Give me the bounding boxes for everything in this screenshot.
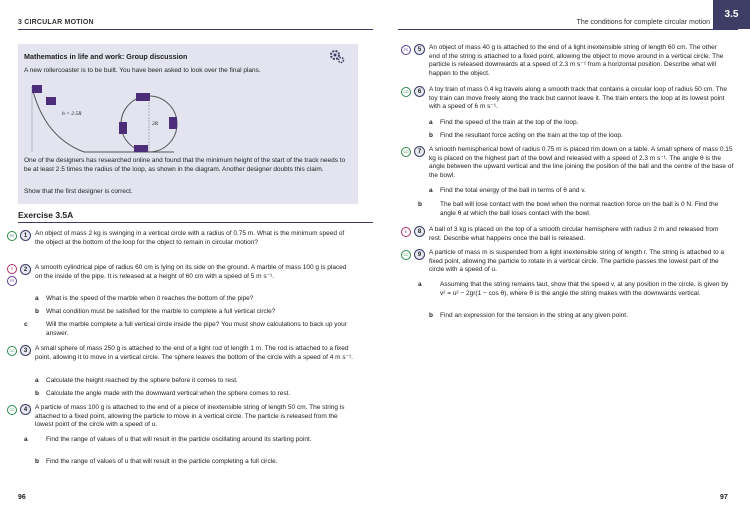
question-text: A toy train of mass 0.4 kg travels along a smooth track that contains a circular loop of radius 50 cm. The toy train can move freely along the track but cannot leave it. The train enters the loop at its lowest point with a speed of 6 m s⁻¹. [429, 86, 727, 111]
question-text: A small sphere of mass 250 g is attached to the end of a light rod of length 1 m. The rod is attached to a fixed point, allowing it to move in a vertical circle. The sphere leaves the bottom of the circle with a speed of 4 m s⁻¹. [35, 345, 353, 361]
question-number: 7 [414, 146, 425, 157]
group-task: Show that the first designer is correct. [24, 188, 133, 195]
page-number-left: 96 [18, 494, 26, 501]
question-part: a Find the total energy of the ball in terms of θ and v. [429, 187, 586, 194]
question-part: b Find the resultant force acting on the train at the top of the loop. [429, 132, 623, 139]
skill-tag-icon: CC [7, 405, 17, 415]
diameter-label: 2R [152, 121, 159, 127]
question-number: 6 [414, 86, 425, 97]
coaster-car-icon [46, 97, 56, 105]
section-title: The conditions for complete circular motion [576, 19, 710, 26]
question-part: b Find the range of values of u that will result in the particle completing a full circle. [35, 458, 278, 465]
skill-tag-icon: E [7, 264, 17, 274]
question-part: a Assuming that the string remains taut, show that the speed v, at any position in the circle, is given by v² = u² − 2gr(1 − cos θ), where θ is the angle the string makes with the downwards vertical. [418, 281, 729, 297]
rollercoaster-diagram [24, 77, 214, 157]
coaster-car-icon [119, 122, 127, 134]
question-text: An object of mass 40 g is attached to the end of a light inextensible string of length 60 cm. The other end of the string is attached to a fixed point, allowing the object to move around in a vertical circle. The particle is released downwards at a speed of 2.3 m s⁻¹ from a horizontal position. Describe what will happen to the object. [429, 44, 724, 78]
question-part: a Find the range of values of u that will result in the particle oscillating around its starting point. [24, 436, 312, 443]
group-title: Mathematics in life and work: Group discussion [24, 52, 188, 61]
question-number: 4 [20, 404, 31, 415]
gear-icon [329, 48, 345, 64]
header-rule-right [398, 29, 738, 30]
question-number: 1 [20, 230, 31, 241]
question-number: 9 [414, 249, 425, 260]
skill-tag-icon: CC [401, 147, 411, 157]
page-number-right: 97 [720, 494, 728, 501]
exercise-title: Exercise 3.5A [18, 210, 74, 220]
skill-tag-icon: CC [401, 250, 411, 260]
coaster-car-icon [136, 93, 150, 101]
question-part: a Calculate the height reached by the sphere before it comes to rest. [35, 377, 238, 384]
question-part: c Will the marble complete a full vertical circle inside the pipe? You must show calculations to back up your answer. [24, 321, 347, 337]
question-text: An object of mass 2 kg is swinging in a vertical circle with a radius of 0.75 m. What is the minimum speed of the object at the bottom of the loop for the object to remain in circular motion? [35, 230, 345, 246]
skill-tag-icon: PS [401, 45, 411, 55]
skill-tag-icon: CC [401, 87, 411, 97]
skill-tag-icon: PS [7, 276, 17, 286]
question-text: A smooth cylindrical pipe of radius 60 cm is lying on its side on the ground. A marble of mass 100 g is placed on the inside of the pipe. It is released at a height of 60 cm with a speed of 5 m s⁻¹. [35, 264, 347, 280]
question-number: 8 [414, 226, 425, 237]
question-part: a Find the speed of the train at the top of the loop. [429, 119, 579, 126]
height-label: h = 2.5R [62, 111, 82, 117]
question-text: A ball of 3 kg is placed on the top of a smooth circular hemisphere with radius 2 m and released from rest. Describe what happens once the ball is released. [429, 226, 719, 242]
exercise-rule [18, 222, 373, 223]
chapter-title: 3 CIRCULAR MOTION [18, 19, 94, 26]
group-discussion-box [18, 44, 358, 204]
skill-tag-icon: PC [7, 231, 17, 241]
question-text: A smooth hemispherical bowl of radius 0.75 m is placed rim down on a table. A small sphere of mass 0.15 kg is placed on the highest part of the bowl and released with a speed of 2.3 m s⁻¹. The angle θ is the angle between the upward vertical and the line joining the position of the ball and the centre of the base of the bowl. [429, 146, 734, 180]
coaster-car-icon [134, 145, 148, 152]
group-text: One of the designers has researched online and found that the minimum height of the start of the track needs to be at least 2.5 times the radius of the loop, as shown in the diagram. Another designer doubts this claim. [24, 157, 346, 173]
coaster-car-icon [32, 85, 42, 93]
question-part: b Calculate the angle made with the downward vertical when the sphere comes to rest. [35, 390, 291, 397]
skill-tag-icon: E [401, 227, 411, 237]
page-header [0, 0, 750, 30]
question-part: b What condition must be satisfied for the marble to complete a full vertical circle? [35, 308, 276, 315]
header-rule-left [18, 29, 373, 30]
question-part: b Find an expression for the tension in the string at any given point. [429, 312, 628, 319]
coaster-car-icon [169, 117, 177, 129]
section-number-badge: 3.5 [713, 0, 750, 29]
question-text: A particle of mass 100 g is attached to the end of a piece of inextensible string of length 50 cm. The string is attached to a fixed point, allowing the particle to move in a vertical circle. The particle is released from the lowest point of the circle with a speed of u. [35, 404, 345, 429]
question-number: 2 [20, 264, 31, 275]
group-intro: A new rollercoaster is to be built. You have been asked to look over the final plans. [24, 67, 261, 74]
skill-tag-icon: CC [7, 346, 17, 356]
question-number: 5 [414, 44, 425, 55]
question-number: 3 [20, 345, 31, 356]
question-part: a What is the speed of the marble when it reaches the bottom of the pipe? [35, 295, 254, 302]
question-part: b The ball will lose contact with the bowl when the normal reaction force on the ball is 0 N. Find the angle θ at which the ball loses contact with the bowl. [418, 201, 719, 217]
question-text: A particle of mass m is suspended from a light inextensible string of length r. The string is attached to a fixed point, allowing the particle to rotate in a vertical circle. The particle passes the lowest part of the circle with a speed of u. [429, 249, 725, 274]
